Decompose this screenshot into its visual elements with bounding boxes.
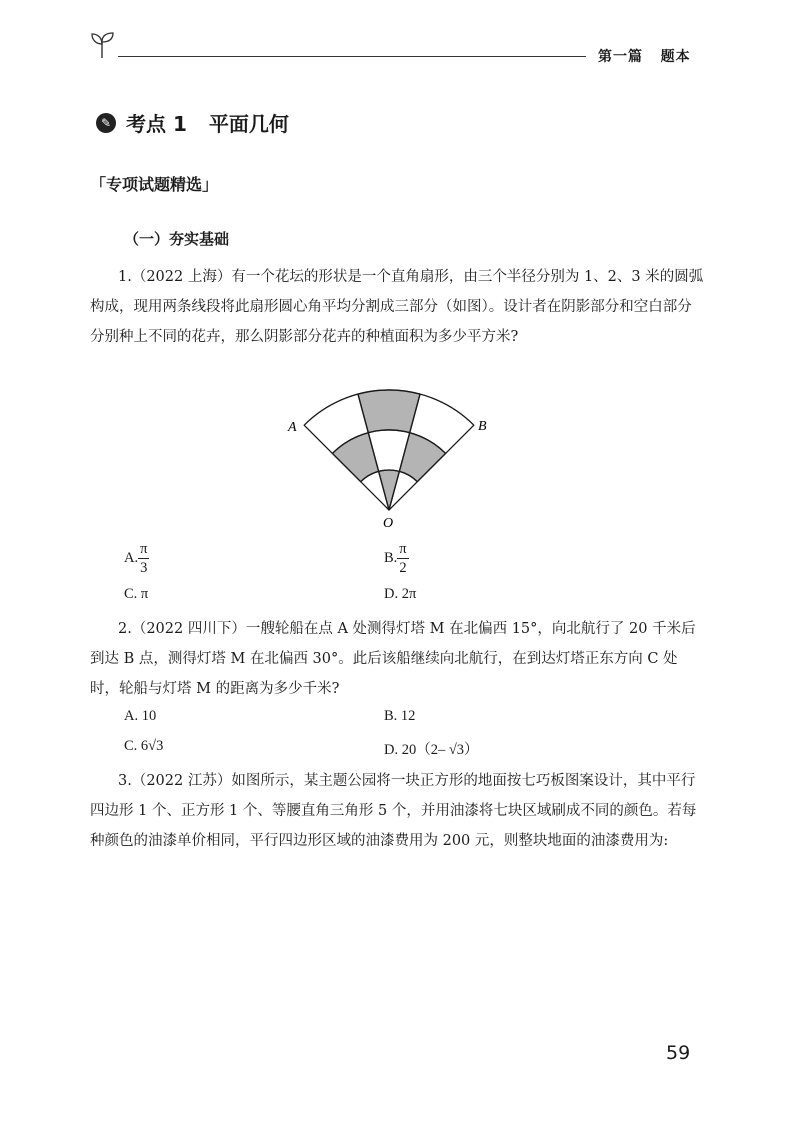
header-section: 第一篇 <box>598 49 643 65</box>
sprout-icon <box>88 30 120 60</box>
q1-option-a: A. $\frac{\pi}{3}$ <box>124 541 148 576</box>
figure-label-o: O <box>383 516 394 531</box>
q1-option-c: C. π <box>124 586 149 602</box>
q2-option-b: B. 12 <box>384 708 416 724</box>
q1-option-d: D. 2π <box>384 586 417 602</box>
topic-label: 考点 1 <box>126 112 187 136</box>
header-rule <box>118 56 586 57</box>
part-heading: （一）夯实基础 <box>124 230 230 248</box>
question-1-text: 1.（2022 上海）有一个花坛的形状是一个直角扇形，由三个半径分别为 1、2、3 米的圆弧构成，现用两条线段将此扇形圆心角平均分割成三部分（如图）。设计者在阴影部分和空白部分分别种上不同的花卉，那么阴影部分花卉的种植面积为多少平方米? <box>90 269 704 345</box>
figure-label-a: A <box>288 420 297 435</box>
topic-heading <box>96 108 289 137</box>
q2-option-a: A. 10 <box>124 708 157 724</box>
q2-option-d: D. 20（2– √3） <box>384 742 479 758</box>
topic-title: 平面几何 <box>208 112 289 136</box>
figure-label-b: B <box>478 419 487 434</box>
question-3-text: 3.（2022 江苏）如图所示，某主题公园将一块正方形的地面按七巧板图案设计，其中平行四边形 1 个、正方形 1 个、等腰直角三角形 5 个，并用油漆将七块区域刷成不同的颜色。若每种颜色的油漆单价相同，平行四边形区域的油漆费用为 200 元，则整块地面的油漆费用为: <box>90 773 697 849</box>
pen-icon: ✎ <box>96 113 116 133</box>
subsection-heading: 「专项试题精选」 <box>90 175 219 194</box>
header-title: 题本 <box>660 49 691 65</box>
q2-option-c: C. 6√3 <box>124 738 164 754</box>
sector-figure <box>282 386 492 532</box>
page-number: 59 <box>666 1042 691 1064</box>
q1-option-b: B. $\frac{\pi}{2}$ <box>384 541 407 576</box>
running-header <box>598 46 691 66</box>
question-2-text: 2.（2022 四川下）一艘轮船在点 A 处测得灯塔 M 在北偏西 15°，向北航行了 20 千米后到达 B 点，测得灯塔 M 在北偏西 30°。此后该船继续向北航行，在到达灯塔正东方向 C 处时，轮船与灯塔 M 的距离为多少千米? <box>90 621 696 697</box>
subsection-title: 专项试题精选 <box>106 175 203 194</box>
